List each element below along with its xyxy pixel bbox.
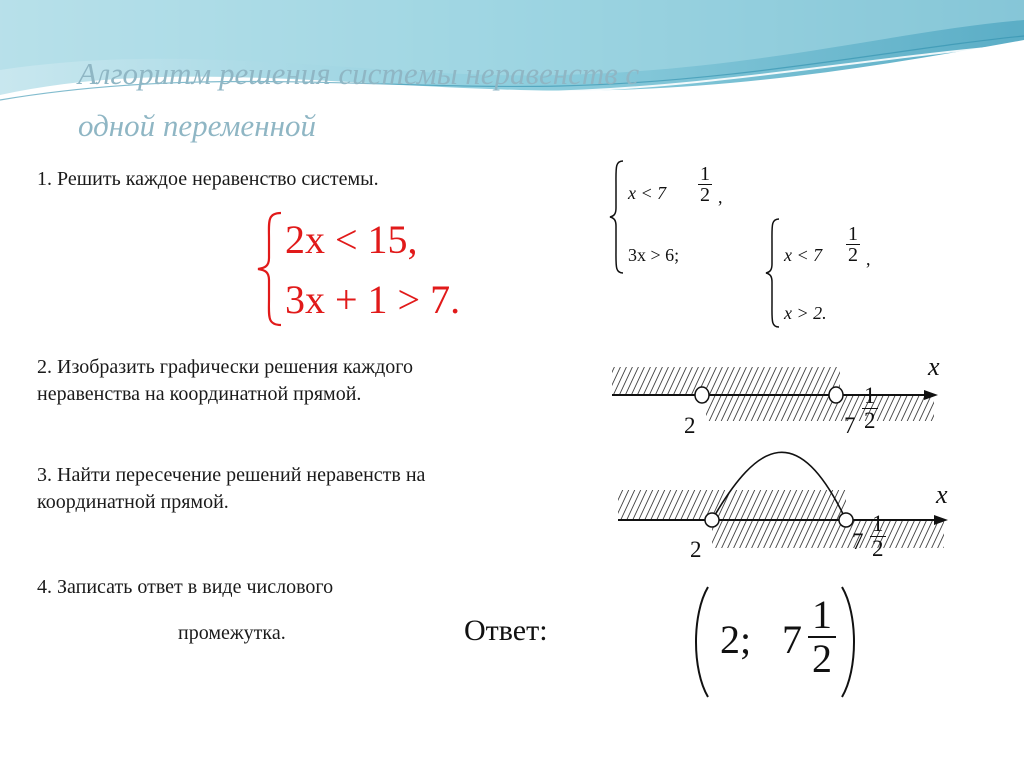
step-2-line-2: неравенства на координатной прямой. bbox=[37, 383, 362, 405]
system-b-row-1-suffix: , bbox=[866, 249, 871, 269]
system-b-row-1-prefix: x < 7 bbox=[784, 245, 823, 265]
number-line-2-frac-num: 1 bbox=[872, 511, 884, 536]
number-line-1-frac-den: 2 bbox=[864, 408, 876, 434]
answer-frac-den: 2 bbox=[812, 636, 832, 681]
system-b-brace bbox=[764, 216, 782, 330]
answer-left-value: 2; bbox=[720, 617, 752, 662]
number-line-1-hatch-upper bbox=[612, 367, 840, 395]
slide-title-line-2: одной переменной bbox=[78, 108, 316, 143]
number-line-2-frac-den: 2 bbox=[872, 536, 884, 562]
answer-right-paren bbox=[838, 584, 862, 700]
number-line-2-hatch-upper bbox=[618, 490, 846, 520]
system-a-brace bbox=[608, 158, 626, 276]
number-line-2-open-point-7-5 bbox=[839, 513, 853, 527]
main-system-brace bbox=[255, 210, 285, 328]
number-line-1-frac-num: 1 bbox=[864, 383, 876, 408]
answer-label: Ответ: bbox=[464, 614, 548, 647]
system-b-frac-den: 2 bbox=[848, 244, 858, 266]
number-line-1-label-2: 2 bbox=[684, 413, 696, 438]
number-line-2-label-7: 7 bbox=[852, 529, 864, 554]
number-line-1-x-label: x bbox=[928, 352, 940, 381]
system-b-frac-num: 1 bbox=[848, 223, 858, 245]
main-system-row-1: 2x < 15, bbox=[285, 217, 418, 262]
number-line-1-hatch-lower bbox=[706, 395, 934, 421]
step-3-line-2: координатной прямой. bbox=[37, 491, 229, 513]
step-4-text-line-1: 4. Записать ответ в виде числового bbox=[37, 576, 334, 598]
answer-left-paren bbox=[688, 584, 712, 700]
answer-right-whole: 7 bbox=[782, 617, 802, 662]
number-line-2-x-label: x bbox=[936, 480, 948, 509]
number-line-1-label-7: 7 bbox=[844, 413, 856, 438]
system-b bbox=[764, 216, 924, 336]
main-system-row-2: 3x + 1 > 7. bbox=[285, 277, 461, 322]
step-2-line-1: 2. Изобразить графически решения каждого bbox=[37, 356, 413, 378]
number-line-2-hatch-lower bbox=[712, 520, 944, 548]
step-4-text-line-2: промежутка. bbox=[178, 622, 286, 644]
number-line-1-open-point-7-5 bbox=[829, 387, 843, 403]
step-3-text bbox=[37, 462, 425, 516]
main-inequality-system bbox=[255, 210, 495, 330]
step-2-text bbox=[37, 354, 413, 408]
system-a-row-1-prefix: x < 7 bbox=[628, 183, 667, 203]
system-a-frac-den: 2 bbox=[700, 184, 710, 206]
answer-frac-num: 1 bbox=[808, 594, 836, 638]
system-b-row-2: x > 2. bbox=[784, 303, 827, 323]
step-1-text: 1. Решить каждое неравенство системы. bbox=[37, 168, 379, 190]
step-3-line-1: 3. Найти пересечение решений неравенств на bbox=[37, 464, 426, 486]
system-a bbox=[608, 158, 768, 278]
system-a-row-2: 3x > 6; bbox=[628, 245, 680, 265]
system-a-frac-num: 1 bbox=[700, 163, 710, 185]
number-line-2-open-point-2 bbox=[705, 513, 719, 527]
number-line-2 bbox=[608, 440, 968, 550]
system-a-row-1-suffix: , bbox=[718, 187, 723, 207]
number-line-2-label-2: 2 bbox=[690, 537, 702, 562]
slide-title-line-1: Алгоритм решения системы неравенств с bbox=[78, 56, 640, 91]
number-line-1-open-point-2 bbox=[695, 387, 709, 403]
